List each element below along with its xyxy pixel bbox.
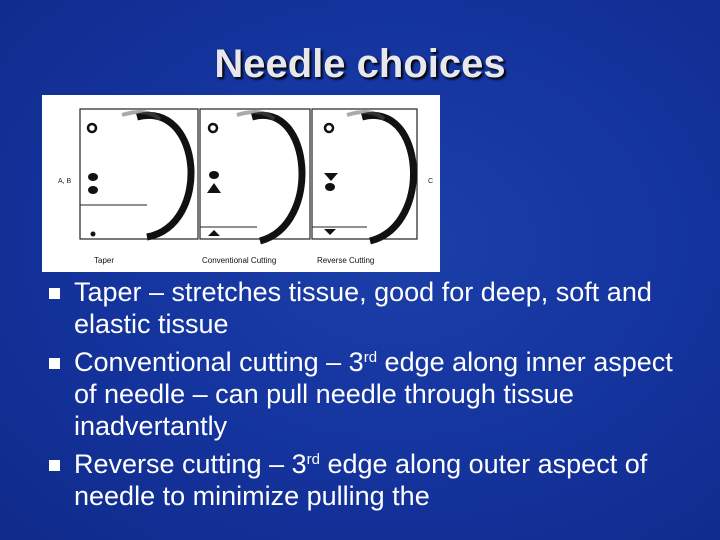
bullet-text-end: edge along inner aspect of needle – can pull needle through tissue inadvertantly [74,347,673,441]
taper-needle-panel [80,109,198,239]
bullet-taper [0,276,720,340]
bullet-superscript: rd [306,451,320,468]
conventional-cutting-needle-panel [200,109,310,241]
needle-diagram [42,95,440,272]
caption-taper: Taper [94,256,115,265]
bullet-text-start: Reverse cutting – 3 [74,449,307,479]
bullet-text-start: Conventional cutting – 3 [74,347,364,377]
bullet-text-end: edge along outer aspect of needle to minimize pulling the [74,449,648,511]
caption-reverse-cutting: Reverse Cutting [317,256,375,265]
caption-conventional-cutting: Conventional Cutting [202,256,277,265]
bullet-superscript: rd [363,349,378,366]
bullet-text: Taper – stretches tissue, good for deep, soft and elastic tissue [74,277,652,339]
bullet-conventional-cutting [0,346,720,442]
reverse-cutting-needle-panel [312,109,417,241]
square-bullet-icon [49,288,60,299]
bullet-list [0,276,720,518]
figure-side-label-left: A, B [58,178,72,185]
bullet-reverse-cutting [0,448,720,512]
figure-side-label-right: C [428,178,434,185]
slide-title: Needle choices [214,42,506,86]
square-bullet-icon [49,460,60,471]
needle-diagram-svg [42,95,440,272]
square-bullet-icon [49,358,60,369]
